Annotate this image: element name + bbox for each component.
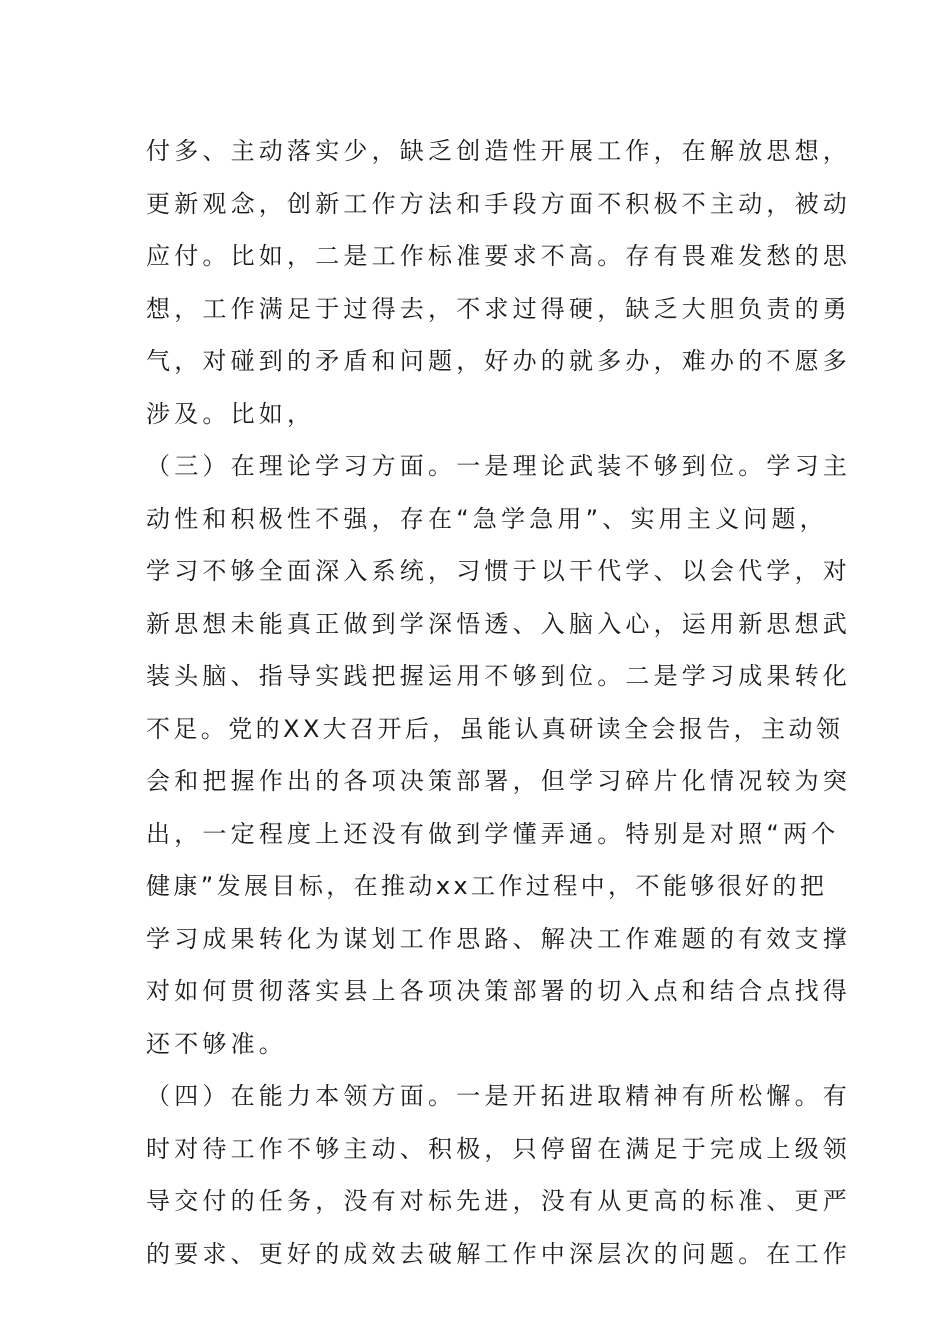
document-body	[146, 125, 851, 1280]
text-line: 想，工作满足于过得去，不求过得硬，缺乏大胆负责的勇	[146, 294, 851, 323]
text-line: 动性和积极性不强，存在“急学急用”、实用主义问题，	[146, 504, 828, 533]
text-line: 付多、主动落实少，缺乏创造性开展工作，在解放思想，	[146, 137, 851, 165]
text-line: 气，对碰到的矛盾和问题，好办的就多办，难办的不愿多	[146, 347, 851, 375]
text-line: 导交付的任务，没有对标先进，没有从更高的标准、更严	[146, 1187, 851, 1215]
text-line: 会和把握作出的各项决策部署，但学习碎片化情况较为突	[146, 767, 851, 795]
text-line: 应付。比如，二是工作标准要求不高。存有畏难发愁的思	[146, 242, 851, 270]
text-line: 还不够准。	[146, 1029, 287, 1058]
text-line: 更新观念，创新工作方法和手段方面不积极不主动，被动	[146, 189, 851, 218]
text-line: 不足。党的XX大召开后，虽能认真研读全会报告，主动领	[146, 714, 844, 743]
text-line: 对如何贯彻落实县上各项决策部署的切入点和结合点找得	[146, 977, 851, 1005]
section-heading-line: （四）在能力本领方面。一是开拓进取精神有所松懈。有	[146, 1082, 851, 1110]
section-heading-line: （三）在理论学习方面。一是理论武装不够到位。学习主	[146, 452, 851, 480]
text-line: 涉及。比如，	[146, 399, 316, 428]
text-line: 学习成果转化为谋划工作思路、解决工作难题的有效支撑	[146, 924, 851, 953]
text-line: 时对待工作不够主动、积极，只停留在满足于完成上级领	[146, 1134, 851, 1163]
text-line: 的要求、更好的成效去破解工作中深层次的问题。在工作	[146, 1239, 851, 1268]
text-line: 健康”发展目标，在推动xx工作过程中，不能够很好的把	[146, 872, 828, 900]
text-line: 新思想未能真正做到学深悟透、入脑入心，运用新思想武	[146, 609, 851, 638]
text-line: 装头脑、指导实践把握运用不够到位。二是学习成果转化	[146, 662, 851, 690]
text-line: 学习不够全面深入系统，习惯于以干代学、以会代学，对	[146, 557, 851, 585]
text-line: 出，一定程度上还没有做到学懂弄通。特别是对照“两个	[146, 819, 840, 848]
